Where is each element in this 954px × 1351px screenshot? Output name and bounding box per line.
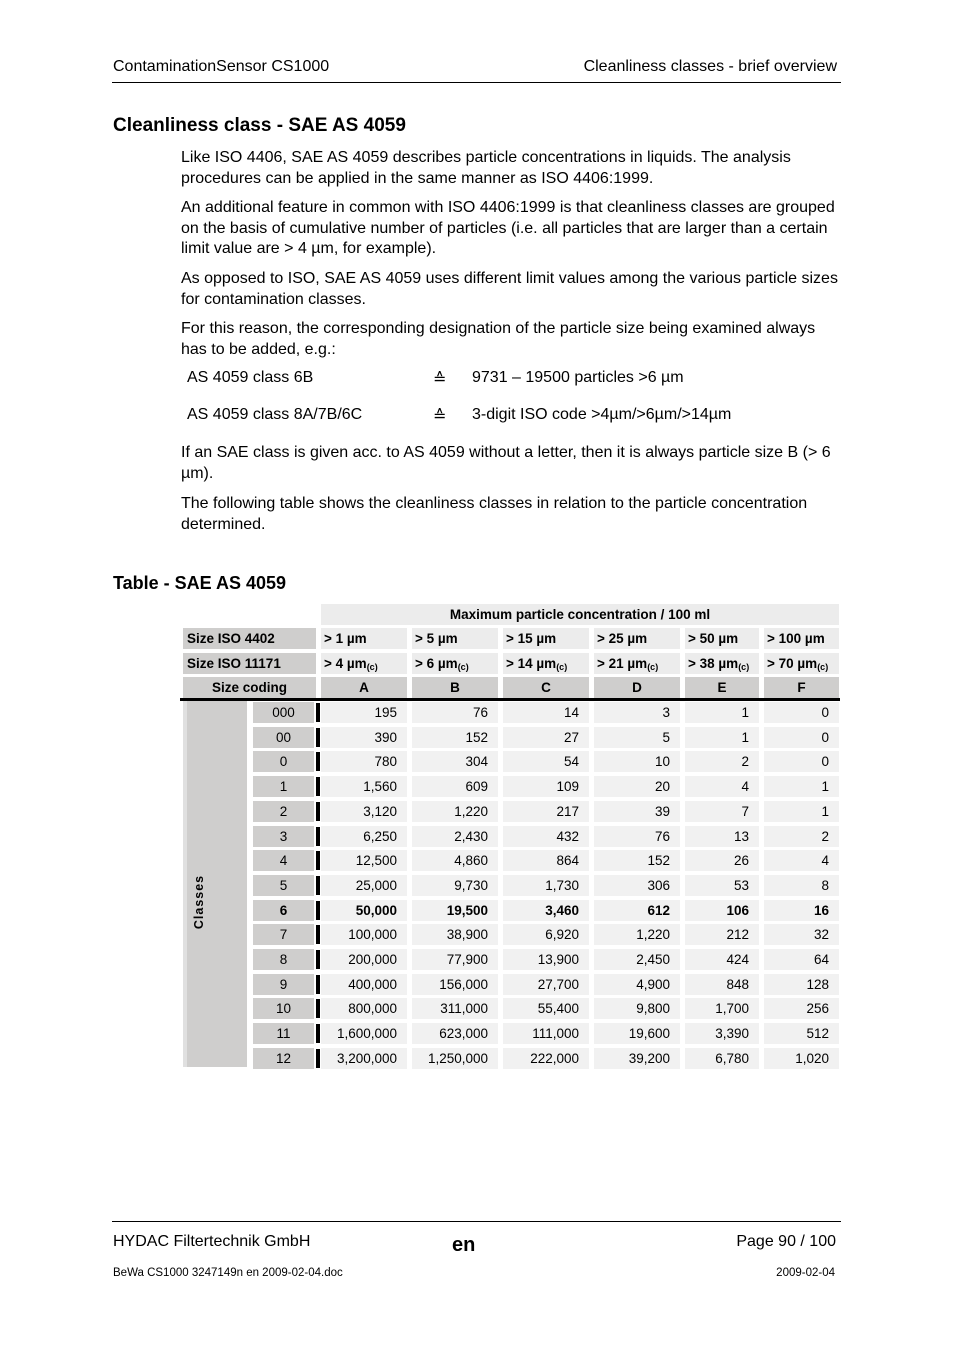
table-cell: 0 [764, 727, 839, 748]
table-cell: 3,120 [321, 801, 407, 822]
class-number: 12 [253, 1048, 314, 1069]
example-designation: AS 4059 class 6B [187, 369, 314, 386]
table-cell: 217 [503, 801, 589, 822]
example-designation: AS 4059 class 8A/7B/6C [187, 406, 363, 423]
table-cell: 780 [321, 751, 407, 772]
table-cell: 3,460 [503, 900, 589, 921]
size-coding-header: E [685, 677, 759, 698]
table-cell: 848 [685, 974, 759, 995]
footer-page-number: Page 90 / 100 [736, 1233, 836, 1250]
iso11171-size-subscript: (c) [366, 662, 378, 672]
table-cell: 25,000 [321, 875, 407, 896]
iso11171-size-header [764, 653, 839, 674]
table-cell: 64 [764, 949, 839, 970]
table-cell: 6,920 [503, 924, 589, 945]
table-cell: 3,200,000 [321, 1048, 407, 1069]
table-cell: 38,900 [412, 924, 498, 945]
row-label-iso11171: Size ISO 11171 [183, 653, 316, 674]
row-divider-bar [316, 802, 320, 821]
row-divider-bar [316, 1049, 320, 1068]
table-cell: 7 [685, 801, 759, 822]
row-divider-bar [316, 728, 320, 747]
classes-label: Classes [192, 874, 206, 930]
table-cell: 1,220 [594, 924, 680, 945]
paragraph: The following table shows the cleanliness classes in relation to the particle concentration determined. [181, 495, 808, 533]
table-cell: 864 [503, 850, 589, 871]
class-number: 5 [253, 875, 314, 896]
table-cell: 77,900 [412, 949, 498, 970]
row-divider-bar [316, 703, 320, 722]
table-cell: 609 [412, 776, 498, 797]
size-coding-header: C [503, 677, 589, 698]
paragraph: If an SAE class is given acc. to AS 4059 without a letter, then it is always particle size B (> 6 µm). [181, 444, 831, 482]
table-cell: 432 [503, 826, 589, 847]
table-cell: 800,000 [321, 998, 407, 1019]
iso11171-size-text: > 14 µm [506, 656, 557, 671]
table-cell: 53 [685, 875, 759, 896]
table-cell: 109 [503, 776, 589, 797]
corresponds-symbol: ≙ [433, 408, 447, 425]
table-cell: 4 [685, 776, 759, 797]
section-title: Cleanliness class - SAE AS 4059 [113, 115, 406, 136]
table-cell: 1,600,000 [321, 1023, 407, 1044]
row-divider-bar [316, 950, 320, 969]
class-number: 6 [253, 900, 314, 921]
iso4402-size-header: > 1 µm [321, 628, 407, 649]
table-cell: 54 [503, 751, 589, 772]
table-cell: 9,730 [412, 875, 498, 896]
table-cell: 26 [685, 850, 759, 871]
iso11171-size-subscript: (c) [817, 662, 829, 672]
row-divider-bar [316, 901, 320, 920]
iso11171-size-text: > 21 µm [597, 656, 648, 671]
class-number: 2 [253, 801, 314, 822]
class-number: 7 [253, 924, 314, 945]
table-cell: 1,560 [321, 776, 407, 797]
table-cell: 20 [594, 776, 680, 797]
table-cell: 39,200 [594, 1048, 680, 1069]
table-cell: 39 [594, 801, 680, 822]
table-cell: 152 [412, 727, 498, 748]
row-divider-bar [316, 777, 320, 796]
table-cell: 4 [764, 850, 839, 871]
paragraph: As opposed to ISO, SAE AS 4059 uses different limit values among the various particle sizes for contamination classes. [181, 270, 838, 308]
table-cell: 1,220 [412, 801, 498, 822]
header-chapter: Cleanliness classes - brief overview [583, 58, 837, 75]
iso4402-size-header: > 100 µm [764, 628, 839, 649]
iso11171-size-header [321, 653, 407, 674]
size-coding-header: F [764, 677, 839, 698]
table-cell: 256 [764, 998, 839, 1019]
table-cell: 1,020 [764, 1048, 839, 1069]
row-divider-bar [316, 752, 320, 771]
table-cell: 212 [685, 924, 759, 945]
table-cell: 3,390 [685, 1023, 759, 1044]
table-cell: 2 [764, 826, 839, 847]
table-cell: 306 [594, 875, 680, 896]
footer-rule [112, 1221, 841, 1222]
row-divider-bar [316, 827, 320, 846]
paragraph: An additional feature in common with ISO 4406:1999 is that cleanliness classes are grouped on the basis of cumulative number of particles (i.e. all particles that are larger than a certain limit value are > 4 µm, for example). [181, 199, 835, 257]
table-cell: 14 [503, 702, 589, 723]
table-cell: 1 [764, 776, 839, 797]
table-cell: 2 [685, 751, 759, 772]
table-cell: 111,000 [503, 1023, 589, 1044]
table-cell: 152 [594, 850, 680, 871]
class-number: 3 [253, 826, 314, 847]
table-cell: 27 [503, 727, 589, 748]
example-meaning: 3-digit ISO code >4µm/>6µm/>14µm [472, 406, 732, 423]
table-cell: 1,250,000 [412, 1048, 498, 1069]
iso11171-size-subscript: (c) [647, 662, 659, 672]
footer-language: en [452, 1234, 476, 1256]
table-cell: 100,000 [321, 924, 407, 945]
paragraph: Like ISO 4406, SAE AS 4059 describes particle concentrations in liquids. The analysis procedures can be applied in the same manner as ISO 4406:1999. [181, 149, 791, 187]
table-cell: 13 [685, 826, 759, 847]
header-divider [180, 698, 840, 701]
table-cell: 10 [594, 751, 680, 772]
header-rule [112, 82, 841, 83]
table-super-header: Maximum particle concentration / 100 ml [321, 604, 839, 625]
row-label-iso4402: Size ISO 4402 [183, 628, 316, 649]
table-cell: 76 [594, 826, 680, 847]
row-divider-bar [316, 925, 320, 944]
iso4402-size-header: > 25 µm [594, 628, 680, 649]
class-number: 00 [253, 727, 314, 748]
table-cell: 32 [764, 924, 839, 945]
class-number: 9 [253, 974, 314, 995]
table-cell: 1 [764, 801, 839, 822]
table-cell: 55,400 [503, 998, 589, 1019]
table-title: Table - SAE AS 4059 [113, 573, 287, 593]
table-cell: 2,450 [594, 949, 680, 970]
table-cell: 6,780 [685, 1048, 759, 1069]
corresponds-symbol: ≙ [433, 371, 447, 388]
class-number: 10 [253, 998, 314, 1019]
iso11171-size-text: > 4 µm [324, 656, 367, 671]
class-number: 1 [253, 776, 314, 797]
size-coding-header: A [321, 677, 407, 698]
table-cell: 311,000 [412, 998, 498, 1019]
row-divider-bar [316, 999, 320, 1018]
row-divider-bar [316, 1024, 320, 1043]
table-cell: 5 [594, 727, 680, 748]
iso4402-size-header: > 50 µm [685, 628, 759, 649]
table-cell: 2,430 [412, 826, 498, 847]
table-cell: 195 [321, 702, 407, 723]
table-cell: 8 [764, 875, 839, 896]
table-cell: 222,000 [503, 1048, 589, 1069]
table-cell: 3 [594, 702, 680, 723]
table-cell: 4,860 [412, 850, 498, 871]
iso11171-size-subscript: (c) [738, 662, 750, 672]
class-number: 11 [253, 1023, 314, 1044]
class-number: 4 [253, 850, 314, 871]
table-cell: 156,000 [412, 974, 498, 995]
table-cell: 623,000 [412, 1023, 498, 1044]
table-cell: 19,500 [412, 900, 498, 921]
table-cell: 50,000 [321, 900, 407, 921]
table-cell: 12,500 [321, 850, 407, 871]
table-cell: 1,700 [685, 998, 759, 1019]
class-number: 8 [253, 949, 314, 970]
table-cell: 27,700 [503, 974, 589, 995]
iso11171-size-text: > 6 µm [415, 656, 458, 671]
table-cell: 13,900 [503, 949, 589, 970]
table-cell: 1,730 [503, 875, 589, 896]
size-coding-header: D [594, 677, 680, 698]
table-cell: 19,600 [594, 1023, 680, 1044]
table-cell: 0 [764, 702, 839, 723]
classes-column-edge [183, 701, 187, 1067]
table-cell: 0 [764, 751, 839, 772]
table-cell: 304 [412, 751, 498, 772]
table-cell: 106 [685, 900, 759, 921]
table-cell: 16 [764, 900, 839, 921]
table-cell: 6,250 [321, 826, 407, 847]
header-title: ContaminationSensor CS1000 [113, 58, 330, 75]
row-divider-bar [316, 975, 320, 994]
iso11171-size-header [412, 653, 498, 674]
class-number: 000 [253, 702, 314, 723]
table-cell: 390 [321, 727, 407, 748]
table-cell: 200,000 [321, 949, 407, 970]
table-cell: 400,000 [321, 974, 407, 995]
footer-date: 2009-02-04 [776, 1267, 835, 1279]
row-divider-bar [316, 876, 320, 895]
paragraph: For this reason, the corresponding designation of the particle size being examined always has to be added, e.g.: [181, 320, 816, 358]
iso11171-size-header [503, 653, 589, 674]
iso11171-size-text: > 38 µm [688, 656, 739, 671]
iso11171-size-header [685, 653, 759, 674]
iso11171-size-subscript: (c) [457, 662, 469, 672]
table-cell: 424 [685, 949, 759, 970]
iso11171-size-subscript: (c) [556, 662, 568, 672]
iso4402-size-header: > 15 µm [503, 628, 589, 649]
table-cell: 128 [764, 974, 839, 995]
table-cell: 9,800 [594, 998, 680, 1019]
table-cell: 1 [685, 702, 759, 723]
iso4402-size-header: > 5 µm [412, 628, 498, 649]
iso11171-size-header [594, 653, 680, 674]
footer-company: HYDAC Filtertechnik GmbH [113, 1233, 311, 1250]
class-number: 0 [253, 751, 314, 772]
example-meaning: 9731 – 19500 particles >6 µm [472, 369, 684, 386]
table-cell: 4,900 [594, 974, 680, 995]
table-cell: 512 [764, 1023, 839, 1044]
size-coding-header: B [412, 677, 498, 698]
row-label-coding: Size coding [183, 677, 316, 698]
table-cell: 76 [412, 702, 498, 723]
row-divider-bar [316, 851, 320, 870]
table-cell: 612 [594, 900, 680, 921]
footer-document-reference: BeWa CS1000 3247149n en 2009-02-04.doc [113, 1267, 343, 1279]
table-cell: 1 [685, 727, 759, 748]
iso11171-size-text: > 70 µm [767, 656, 818, 671]
